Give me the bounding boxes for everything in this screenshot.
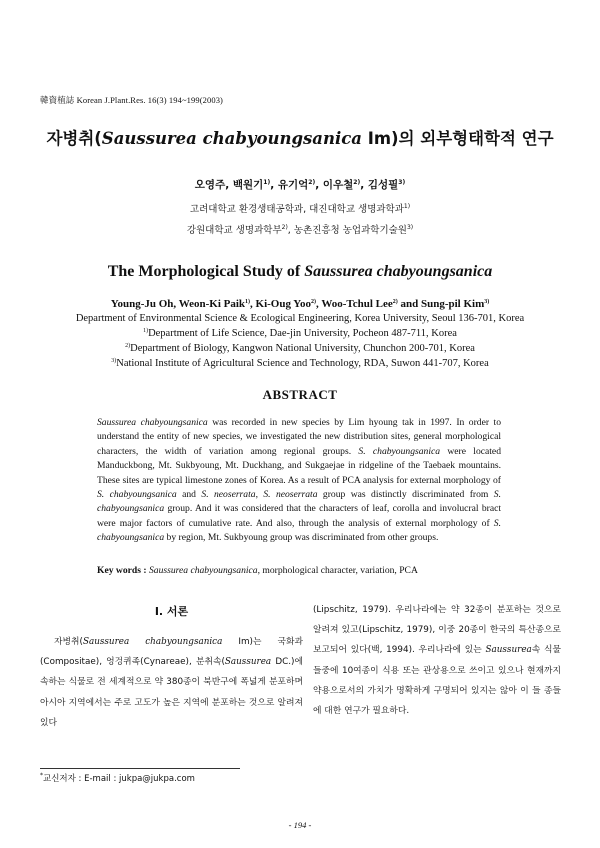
abstract-body: Saussurea chabyoungsanica was recorded in new species by Lim hyoung tak in 1997. In order to understand the entity of new species, we investigated the new distribution sites, general morphological characters, the width of variation among regional groups. S. chabyoungsanica were located Manduckbong, Mt. Sukbyoung, Mt. Duckhang, and Sukgaejae in ridgeline of the Taebaek mountains. These sites are typical limestone zones of Korea. As a result of PCA analysis for external morphology of S. chabyoungsanica and S. neoserrata, S. neoserrata group was distinctly discriminated from S. chabyoungsanica group. And it was considered that the characters of leaf, corolla and involucral bract were major factors of cumulative rate. And also, through the analysis of external morphology of S. chabyoungsanica by region, Mt. Sukbyoung group was discriminated from other groups.	[97, 417, 501, 544]
korean-affiliation-2: 강원대학교 생명과학부$^{2)}$, 농촌진흥청 농업과학기술원$^{3)}$	[186, 224, 414, 236]
korean-authors: 오영주, 백원기$^{1)}$, 유기억$^{2)}$, 이우철$^{2)}$, 김성필$^{3)}$	[194, 179, 406, 191]
keywords-label: Key words :	[97, 565, 149, 576]
korean-affiliation-1: 고려대학교 환경생태공학과, 대진대학교 생명과학과$^{1)}$	[189, 203, 411, 215]
english-affiliation-3: $^{3)}$National Institute of Agricultural Science and Technology, RDA, Suwon 441-707, Korea	[111, 358, 489, 369]
page-number: - 194 -	[288, 820, 312, 830]
corresponding-author-footnote: *교신저자 : E-mail : jukpa@jukpa.com	[40, 772, 195, 784]
footnote-divider	[40, 768, 240, 769]
english-authors: Young-Ju Oh, Weon-Ki Paik$^{1)}$, Ki-Oug Yoo$^{2)}$, Woo-Tchul Lee$^{2)}$ and Sung-pil Kim$^{3)}$	[110, 298, 490, 310]
english-title-species: Saussurea chabyoungsanica	[304, 263, 493, 280]
english-affiliation-2: $^{2)}$Department of Biology, Kangwon National University, Chunchon 200-701, Korea	[125, 343, 475, 354]
intro-left-column: 자병취(Saussurea chabyoungsanica Im)는 국화과(Compositae), 엉겅퀴족(Cynareae), 분취속(Saussurea DC.)에 속하는 식물로 전 세계적으로 약 380종이 북반구에 폭넓게 분포하며 아시아 지역에서는 주로 고도가 높은 지역에 분포하는 것으로 알려져 있다	[40, 637, 303, 728]
journal-citation: 韓資植誌 Korean J.Plant.Res. 16(3) 194~199(2003)	[40, 95, 223, 105]
english-title: The Morphological Study of Saussurea chabyoungsanica	[107, 263, 493, 280]
section-heading-introduction: Ⅰ. 서론	[154, 605, 189, 618]
korean-title-species: Saussurea chabyoungsanica	[101, 129, 362, 148]
abstract-heading: ABSTRACT	[262, 387, 338, 402]
english-affiliation-1: $^{1)}$Department of Life Science, Dae-jin University, Pocheon 487-711, Korea	[143, 328, 457, 339]
keywords: Key words : Saussurea chabyoungsanica, morphological character, variation, PCA	[97, 565, 418, 576]
english-affiliation-0: Department of Environmental Science & Ecological Engineering, Korea University, Seoul 136-701, Korea	[75, 313, 525, 324]
korean-title: 자병취(Saussurea chabyoungsanica Im)의 외부형태학적 연구	[46, 129, 554, 148]
intro-right-column: (Lipschitz, 1979). 우리나라에는 약 32종이 분포하는 것으로 알려져 있고(Lipschitz, 1979), 이중 20종이 한국의 특산종으로 보고되어 있다(백, 1994). 우리나라에 있는 Saussurea속 식물들중에 10여종이 식용 또는 관상용으로 쓰이고 있으나 현재까지 약용으로서의 가치가 명확하게 구명되어 있지는 않아 이 들 종들에 대한 연구가 필요하다.	[313, 605, 562, 717]
